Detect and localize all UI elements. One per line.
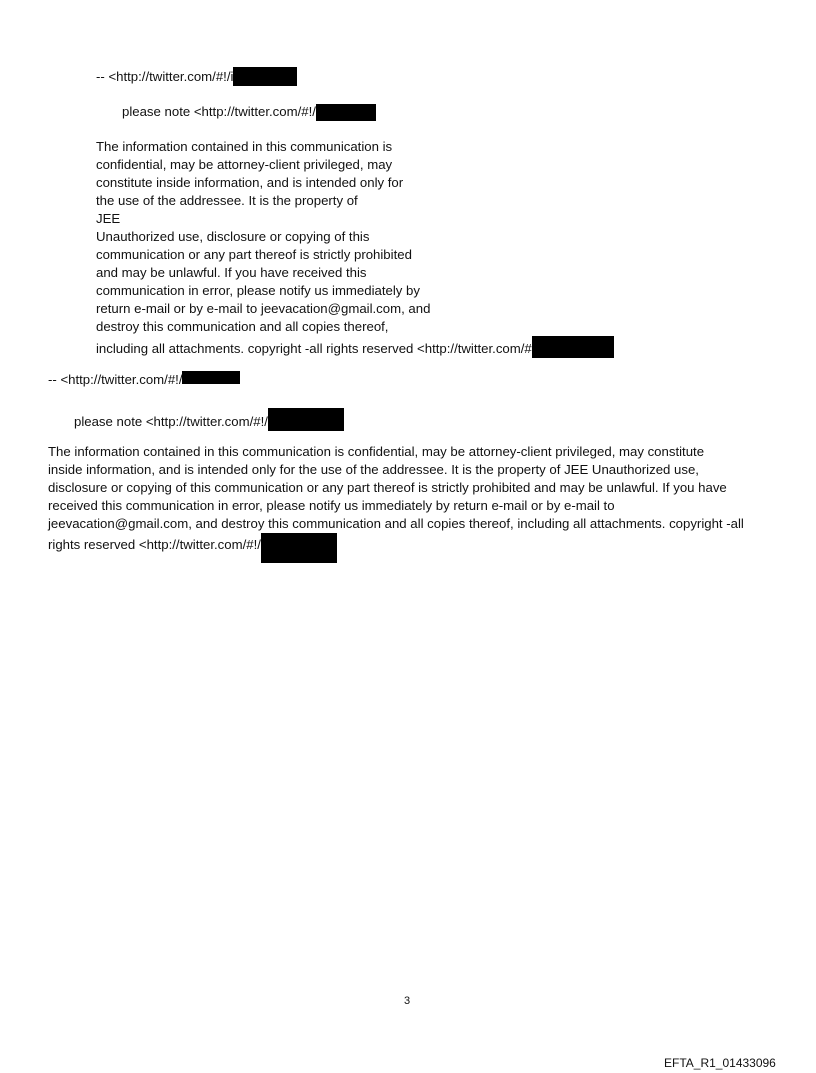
bates-number: EFTA_R1_01433096 [664,1056,776,1070]
quoted-disclaimer-line: JEE [96,211,121,226]
quoted-disclaimer-line: communication or any part thereof is strictly prohibited [96,247,412,262]
outer-signature-line [48,371,240,389]
outer-copyright-text: rights reserved <http://twitter.com/#!/ [48,537,261,552]
quoted-note-text: please note <http://twitter.com/#!/ [122,104,316,119]
outer-copyright-line [48,533,337,563]
quoted-disclaimer-line: destroy this communication and all copies thereof, [96,319,389,334]
redaction-box [261,533,337,563]
quoted-note-line [122,103,376,121]
redaction-box [316,104,376,121]
quoted-copyright-text: including all attachments. copyright -all rights reserved <http://twitter.com/# [96,341,532,356]
redaction-box [268,408,344,431]
outer-disclaimer-line: disclosure or copying of this communication or any part thereof is strictly prohibited and may be unlawful. If you have [48,480,727,495]
quoted-disclaimer-line: Unauthorized use, disclosure or copying of this [96,229,370,244]
outer-note-line [74,408,344,431]
quoted-disclaimer-line: communication in error, please notify us immediately by [96,283,420,298]
outer-note-text: please note <http://twitter.com/#!/ [74,414,268,429]
outer-disclaimer-line: received this communication in error, please notify us immediately by return e-mail or by e-mail to [48,498,615,513]
quoted-disclaimer-line: confidential, may be attorney-client privileged, may [96,157,393,172]
quoted-disclaimer-line: the use of the addressee. It is the property of [96,193,358,208]
outer-disclaimer-line: The information contained in this communication is confidential, may be attorney-client privileged, may constitute [48,444,705,459]
redaction-box [233,67,297,86]
outer-disclaimer-line: jeevacation@gmail.com, and destroy this communication and all copies thereof, including all attachments. copyright -all [48,516,744,531]
page-number: 3 [404,995,411,1007]
quoted-signature-text: -- <http://twitter.com/#!/i [96,69,234,84]
quoted-disclaimer-line: and may be unlawful. If you have received this [96,265,367,280]
quoted-disclaimer-line: The information contained in this communication is [96,139,393,154]
outer-disclaimer-line: inside information, and is intended only for the use of the addressee. It is the property of JEE Unauthorized use, [48,462,699,477]
redaction-box [182,371,240,384]
outer-signature-text: -- <http://twitter.com/#!/ [48,372,183,387]
quoted-disclaimer-line: constitute inside information, and is intended only for [96,175,404,190]
redaction-box [532,336,614,358]
quoted-disclaimer-line: return e-mail or by e-mail to jeevacation@gmail.com, and [96,301,431,316]
quoted-signature-line [96,67,297,86]
quoted-copyright-line [96,336,614,358]
